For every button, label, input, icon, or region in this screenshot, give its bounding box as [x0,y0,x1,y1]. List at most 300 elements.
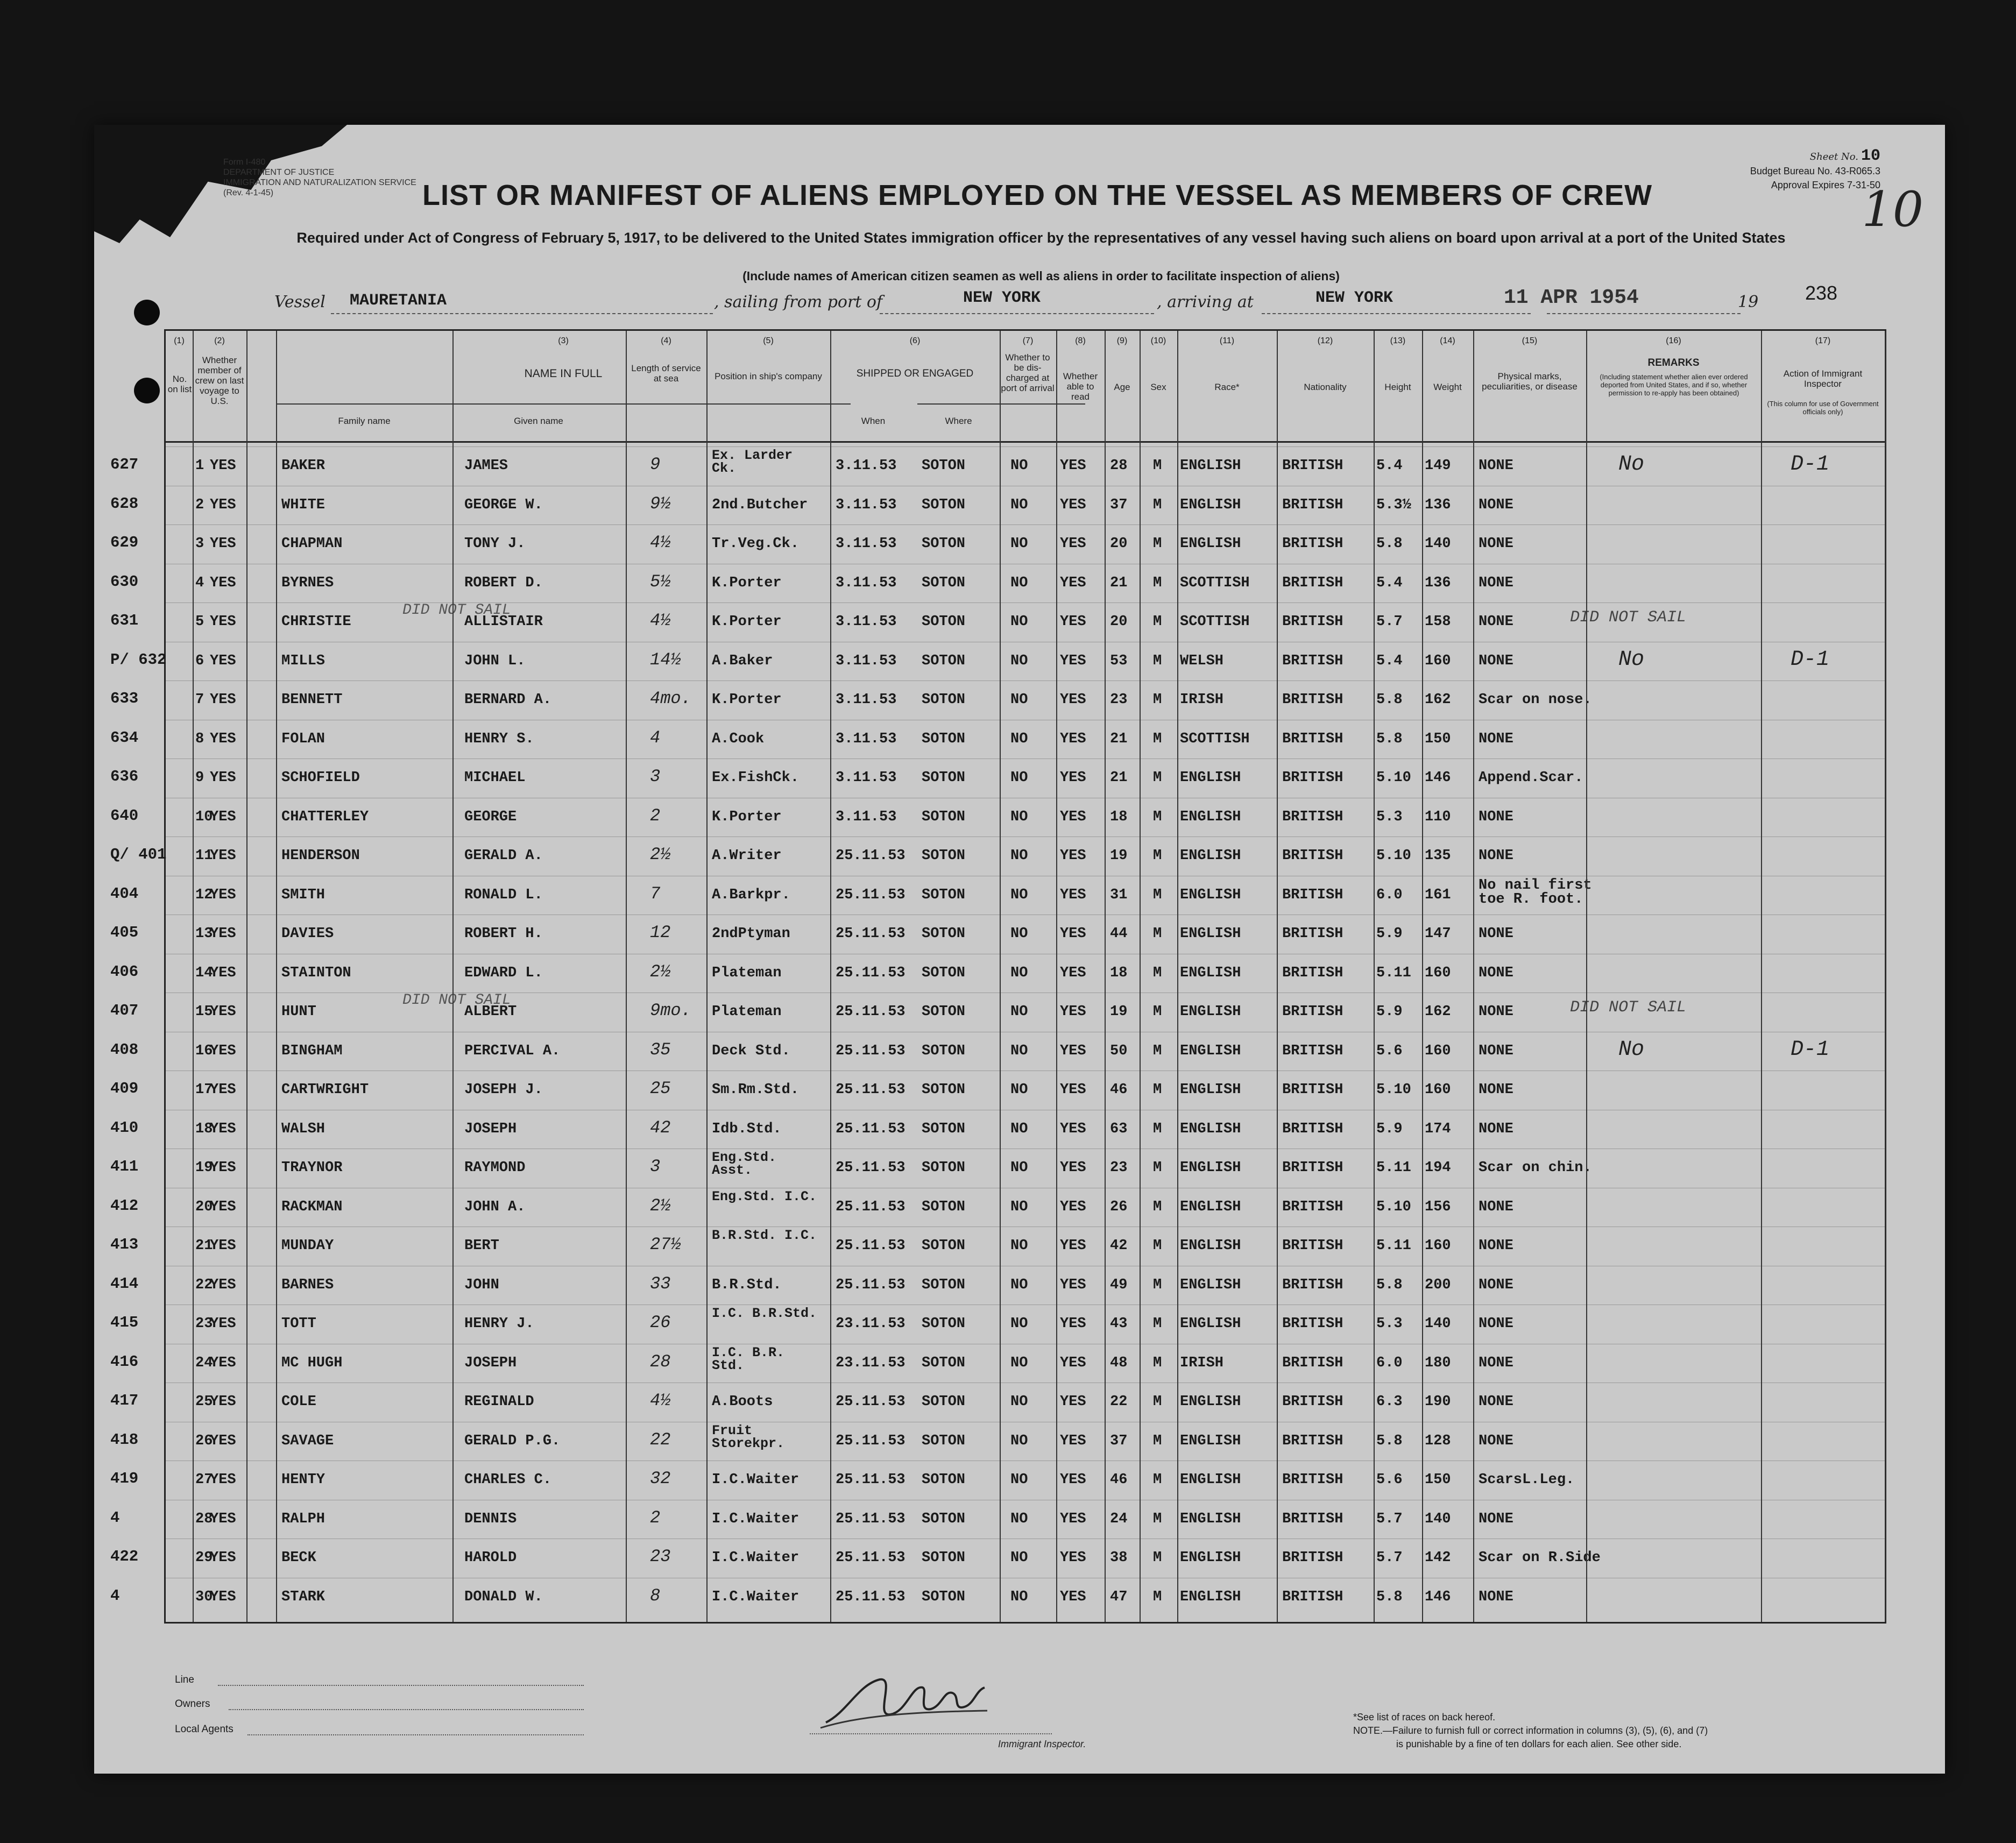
read-flag: YES [1060,653,1086,669]
read-flag: YES [1060,1043,1086,1059]
family-name: SCHOFIELD [281,770,360,786]
row-number: 30 [195,1589,213,1605]
sex: M [1153,887,1162,903]
shipped-where: SOTON [922,1238,966,1254]
shipped-where: SOTON [922,1160,966,1176]
nationality: BRITISH [1282,1433,1343,1449]
nationality: BRITISH [1282,1511,1343,1527]
age: 43 [1110,1316,1128,1332]
table-row [166,642,1885,680]
margin-list-number: 422 [110,1548,139,1565]
age: 21 [1110,770,1128,786]
service-length: 2½ [650,845,671,864]
age: 21 [1110,575,1128,591]
height: 5.3 [1376,1316,1403,1332]
crew-flag: YES [210,1433,236,1449]
age: 24 [1110,1511,1128,1527]
crew-flag: YES [210,1589,236,1605]
sex: M [1153,1082,1162,1098]
race: ENGLISH [1180,848,1241,864]
height: 5.7 [1376,614,1403,630]
table-row [166,446,1885,485]
shipped-where: SOTON [922,497,966,513]
physical-marks: NONE [1479,458,1513,474]
remarks: No [1618,1037,1645,1062]
crew-flag: YES [210,497,236,513]
margin-list-number: Q/ 401 [110,846,167,863]
age: 49 [1110,1277,1128,1293]
row-number: 28 [195,1511,213,1527]
nationality: BRITISH [1282,1160,1343,1176]
col-service-header: Length of service at sea [631,363,701,384]
table-row [166,1500,1885,1538]
height: 5.9 [1376,1121,1403,1137]
nationality: BRITISH [1282,965,1343,981]
sex: M [1153,809,1162,825]
given-name: ROBERT H. [464,926,543,942]
physical-marks: Scar on nose. [1479,692,1592,708]
column-rule [706,331,708,1622]
sex: M [1153,536,1162,552]
age: 22 [1110,1394,1128,1410]
position: K.Porter [712,809,782,825]
physical-marks: NONE [1479,1043,1513,1059]
sex: M [1153,614,1162,630]
service-length: 22 [650,1429,671,1450]
family-name: TRAYNOR [281,1160,343,1176]
crew-flag: YES [210,1004,236,1020]
shipped-where: SOTON [922,926,966,942]
physical-marks: Scar on chin. [1479,1160,1592,1176]
table-row [166,837,1885,875]
column-rule [1586,331,1587,1622]
crew-flag: YES [210,1238,236,1254]
shipped-where: SOTON [922,1043,966,1059]
position: A.Cook [712,731,765,747]
family-name: CHAPMAN [281,536,343,552]
col-sex-header: Sex [1150,382,1166,392]
nationality: BRITISH [1282,1316,1343,1332]
margin-list-number: 408 [110,1040,139,1059]
service-length: 27½ [650,1235,681,1254]
race: ENGLISH [1180,1589,1241,1605]
read-flag: YES [1060,1238,1086,1254]
shipped-where: SOTON [922,1277,966,1293]
row-number: 2 [195,497,204,513]
footnote-penalty: NOTE.—Failure to furnish full or correct information in columns (3), (5), (6), and (7) [1353,1725,1708,1736]
crew-flag: YES [210,575,236,591]
row-number: 4 [195,575,204,591]
margin-list-number: P/ 632 [110,650,167,669]
weight: 149 [1425,458,1451,474]
col-action-header: Action of Immigrant Inspector [1783,368,1863,389]
discharge-flag: NO [1010,1199,1028,1215]
age: 28 [1110,458,1128,474]
discharge-flag: NO [1010,614,1028,630]
margin-list-number: 633 [110,690,139,707]
race: ENGLISH [1180,1043,1241,1059]
punch-hole [134,378,160,403]
weight: 160 [1425,653,1451,669]
family-name: WHITE [281,497,326,513]
crew-flag: YES [210,770,236,786]
race: ENGLISH [1180,809,1241,825]
weight: 140 [1425,1511,1451,1527]
crew-flag: YES [210,1511,236,1527]
read-flag: YES [1060,926,1086,942]
service-length: 26 [650,1313,671,1332]
position: Sm.Rm.Std. [712,1082,800,1098]
service-length: 33 [650,1273,671,1294]
read-flag: YES [1060,1394,1086,1410]
crew-flag: YES [210,887,236,903]
family-name: BYRNES [281,575,334,591]
age: 42 [1110,1238,1128,1254]
age: 44 [1110,926,1128,942]
footnote-races: *See list of races on back hereof. [1353,1712,1496,1723]
read-flag: YES [1060,1511,1086,1527]
height: 5.4 [1376,458,1403,474]
nationality: BRITISH [1282,536,1343,552]
shipped-when: 25.11.53 [836,1550,906,1566]
vessel-row: Vessel MAURETANIA , sailing from port of NEW YORK , arriving at NEW YORK 11 APR 1954 19 238 [94,286,1945,318]
height: 5.6 [1376,1043,1403,1059]
table-row [166,1305,1885,1343]
table-row [166,486,1885,524]
physical-marks: NONE [1479,614,1513,630]
discharge-flag: NO [1010,1355,1028,1371]
given-name: TONY J. [464,536,526,552]
physical-marks: NONE [1479,1394,1513,1410]
row-number: 18 [195,1121,213,1137]
crew-flag: YES [210,536,236,552]
shipped-where: SOTON [922,1355,966,1371]
race: ENGLISH [1180,1316,1241,1332]
col-family-header: Family name [338,416,391,426]
shipped-where: SOTON [922,1316,966,1332]
include-note: (Include names of American citizen seamen as well as aliens in order to facilitate inspection of aliens) [742,269,1340,283]
race: IRISH [1180,692,1224,708]
margin-list-number: 419 [110,1470,139,1487]
read-flag: YES [1060,1433,1086,1449]
service-length: 9½ [650,493,671,514]
col-weight-header: Weight [1433,382,1462,392]
shipped-where: SOTON [922,1472,966,1488]
col-race-header: Race* [1214,382,1240,392]
age: 23 [1110,1160,1128,1176]
read-flag: YES [1060,770,1086,786]
margin-list-number: 404 [110,884,139,903]
weight: 136 [1425,575,1451,591]
race: SCOTTISH [1180,575,1250,591]
family-name: HUNT [281,1004,316,1020]
did-not-sail-note: DID NOT SAIL [402,602,511,619]
inspector-signature [815,1663,993,1739]
height: 6.0 [1376,887,1403,903]
read-flag: YES [1060,1160,1086,1176]
column-rule [1177,331,1178,1622]
family-name: BAKER [281,458,326,474]
col-name-header: NAME IN FULL [524,367,603,380]
discharge-flag: NO [1010,1394,1028,1410]
race: ENGLISH [1180,1121,1241,1137]
family-name: BECK [281,1550,316,1566]
position: Plateman [712,965,782,981]
position: K.Porter [712,575,782,591]
family-name: MILLS [281,653,326,669]
nationality: BRITISH [1282,1472,1343,1488]
service-length: 23 [650,1547,671,1566]
given-name: GERALD P.G. [464,1433,561,1449]
service-length: 28 [650,1351,671,1372]
weight: 194 [1425,1160,1451,1176]
row-number: 5 [195,614,204,630]
weight: 146 [1425,770,1451,786]
table-row [166,1071,1885,1109]
given-name: MICHAEL [464,770,526,786]
crew-flag: YES [210,848,236,864]
column-rule [276,331,277,1622]
height: 5.4 [1376,653,1403,669]
table-row [166,993,1885,1031]
shipped-when: 3.11.53 [836,770,897,786]
margin-list-number: 407 [110,1002,139,1019]
crew-flag: YES [210,926,236,942]
read-flag: YES [1060,614,1086,630]
given-name: REGINALD [464,1394,534,1410]
remarks: DID NOT SAIL [1570,608,1687,627]
crew-flag: YES [210,1082,236,1098]
table-row [166,1188,1885,1226]
shipped-where: SOTON [922,653,966,669]
shipped-where: SOTON [922,1004,966,1020]
family-name: CHRISTIE [281,614,351,630]
service-length: 4½ [650,1391,671,1410]
col-remarks-header: REMARKS [1647,357,1700,368]
position: I.C.Waiter [712,1511,800,1527]
physical-marks: NONE [1479,1355,1513,1371]
table-row [166,1461,1885,1499]
sex: M [1153,575,1162,591]
nationality: BRITISH [1282,1082,1343,1098]
age: 37 [1110,497,1128,513]
shipped-where: SOTON [922,1433,966,1449]
weight: 160 [1425,1043,1451,1059]
service-length: 3 [650,1157,661,1176]
crew-flag: YES [210,809,236,825]
family-name: RACKMAN [281,1199,343,1215]
column-rule [626,331,627,1622]
margin-list-number: 416 [110,1352,139,1371]
sex: M [1153,1277,1162,1293]
nationality: BRITISH [1282,575,1343,591]
table-row [166,1266,1885,1304]
table-row [166,1032,1885,1070]
position: Ex. Larder Ck. [712,448,793,476]
given-name: ALBERT [464,1004,517,1020]
table-row [166,681,1885,719]
physical-marks: No nail first toe R. foot. [1479,877,1592,908]
remarks: No [1618,452,1645,477]
race: ENGLISH [1180,497,1241,513]
row-number: 21 [195,1238,213,1254]
position: 2nd.Butcher [712,497,808,513]
discharge-flag: NO [1010,1511,1028,1527]
weight: 200 [1425,1277,1451,1293]
physical-marks: Scar on R.Side [1479,1550,1601,1566]
weight: 162 [1425,1004,1451,1020]
margin-list-number: 415 [110,1314,139,1331]
shipped-when: 25.11.53 [836,926,906,942]
race: SCOTTISH [1180,731,1250,747]
sex: M [1153,1199,1162,1215]
physical-marks: NONE [1479,1199,1513,1215]
age: 31 [1110,887,1128,903]
physical-marks: NONE [1479,731,1513,747]
service-length: 2½ [650,961,671,982]
given-name: JAMES [464,458,508,474]
height: 5.8 [1376,731,1403,747]
sex: M [1153,1511,1162,1527]
service-length: 9 [650,455,661,474]
weight: 140 [1425,536,1451,552]
race: ENGLISH [1180,1082,1241,1098]
weight: 174 [1425,1121,1451,1137]
discharge-flag: NO [1010,1238,1028,1254]
shipped-when: 3.11.53 [836,614,897,630]
family-name: FOLAN [281,731,326,747]
sex: M [1153,1160,1162,1176]
read-flag: YES [1060,1121,1086,1137]
given-name: ALLISTAIR [464,614,543,630]
family-name: HENTY [281,1472,326,1488]
given-name: JOSEPH J. [464,1082,543,1098]
given-name: DONALD W. [464,1589,543,1605]
height: 5.8 [1376,1277,1403,1293]
margin-list-number: 410 [110,1118,139,1137]
shipped-when: 3.11.53 [836,731,897,747]
given-name: DENNIS [464,1511,517,1527]
service-length: 25 [650,1079,671,1098]
crew-flag: YES [210,1550,236,1566]
column-rule [1374,331,1375,1622]
table-row [166,1578,1885,1616]
position: I.C.Waiter [712,1589,800,1605]
shipped-when: 25.11.53 [836,1082,906,1098]
service-length: 4½ [650,533,671,552]
sex: M [1153,848,1162,864]
column-rule [830,331,831,1622]
shipped-when: 25.11.53 [836,1004,906,1020]
arrival-port: NEW YORK [1315,289,1393,307]
position: Deck Std. [712,1043,790,1059]
weight: 110 [1425,809,1451,825]
sex: M [1153,1316,1162,1332]
requirement-text: Required under Act of Congress of February 5, 1917, to be delivered to the United States immigration officer by the representatives of any vessel having such aliens on board upon arrival at a port of the United States [296,230,1786,246]
discharge-flag: NO [1010,497,1028,513]
age: 20 [1110,614,1128,630]
sex: M [1153,770,1162,786]
position: Fruit Storekpr. [712,1422,785,1451]
age: 21 [1110,731,1128,747]
family-name: STARK [281,1589,326,1605]
weight: 150 [1425,731,1451,747]
service-length: 8 [650,1585,661,1606]
column-rule [246,331,247,1622]
shipped-when: 25.11.53 [836,1121,906,1137]
footer-agents-label: Local Agents [175,1724,234,1735]
discharge-flag: NO [1010,458,1028,474]
position: I.C. B.R.Std. [712,1306,817,1321]
column-rule [1056,331,1057,1622]
position: Eng.Std. Asst. [712,1150,777,1178]
physical-marks: NONE [1479,848,1513,864]
margin-list-number: 406 [110,962,139,981]
read-flag: YES [1060,1004,1086,1020]
sex: M [1153,926,1162,942]
race: ENGLISH [1180,1394,1241,1410]
shipped-when: 3.11.53 [836,497,897,513]
crew-flag: YES [210,965,236,981]
weight: 190 [1425,1394,1451,1410]
given-name: EDWARD L. [464,965,543,981]
shipped-when: 25.11.53 [836,1277,906,1293]
margin-list-number: 405 [110,924,139,941]
col-age-header: Age [1114,382,1130,392]
age: 18 [1110,965,1128,981]
col-nationality-header: Nationality [1304,382,1347,392]
weight: 128 [1425,1433,1451,1449]
sex: M [1153,731,1162,747]
shipped-where: SOTON [922,1550,966,1566]
given-name: PERCIVAL A. [464,1043,561,1059]
col-where-header: Where [945,416,972,426]
nationality: BRITISH [1282,926,1343,942]
position: 2ndPtyman [712,926,790,942]
height: 5.10 [1376,1199,1411,1215]
given-name: JOHN A. [464,1199,526,1215]
height: 5.7 [1376,1550,1403,1566]
service-length: 5½ [650,571,671,592]
race: SCOTTISH [1180,614,1250,630]
row-number: 15 [195,1004,213,1020]
discharge-flag: NO [1010,692,1028,708]
age: 46 [1110,1472,1128,1488]
date-stamp: 11 APR 1954 [1504,286,1639,309]
family-name: STAINTON [281,965,351,981]
margin-list-number: 412 [110,1196,139,1215]
crew-flag: YES [210,1355,236,1371]
nationality: BRITISH [1282,692,1343,708]
race: ENGLISH [1180,1160,1241,1176]
margin-list-number: 627 [110,456,139,473]
footer-line-label: Line [175,1674,194,1685]
shipped-where: SOTON [922,1511,966,1527]
shipped-where: SOTON [922,848,966,864]
given-name: JOHN L. [464,653,526,669]
physical-marks: NONE [1479,1121,1513,1137]
crew-flag: YES [210,653,236,669]
age: 38 [1110,1550,1128,1566]
service-length: 32 [650,1469,671,1488]
weight: 180 [1425,1355,1451,1371]
physical-marks: NONE [1479,1004,1513,1020]
column-rule [1473,331,1474,1622]
age: 50 [1110,1043,1128,1059]
table-row [166,1110,1885,1148]
crew-table [164,329,1886,1624]
shipped-when: 25.11.53 [836,1472,906,1488]
